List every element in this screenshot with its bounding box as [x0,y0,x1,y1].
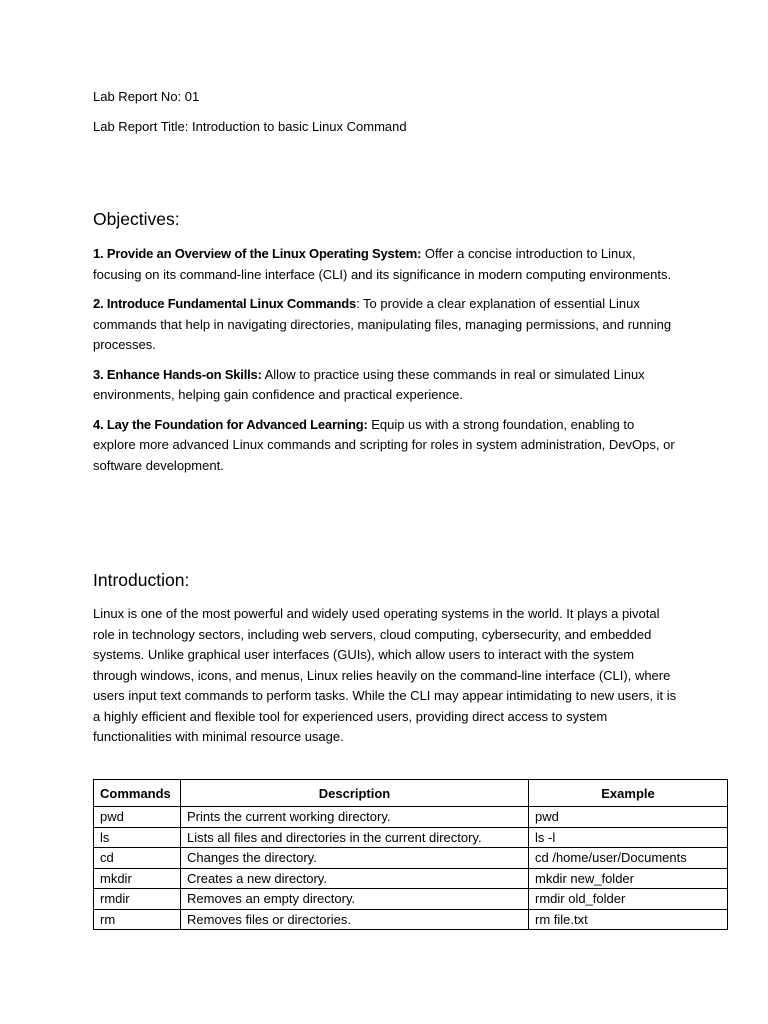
objective-text: Equip us with a strong foundation, enabling to explore more advanced Linux commands and scripting for roles in system administration, DevOps, or software development. [93,416,675,473]
header-description: Description [181,780,529,807]
objective-text: Allow to practice using these commands in real or simulated Linux environments, helping gain confidence and practical experience. [93,366,645,402]
cell-description: Changes the directory. [181,848,529,869]
cell-description: Prints the current working directory. [181,807,529,828]
cell-command: cd [94,848,181,869]
cell-description: Lists all files and directories in the current directory. [181,827,529,848]
header-example: Example [529,780,728,807]
objective-item [93,365,678,406]
table-row [94,868,728,889]
cell-command: rmdir [94,889,181,910]
cell-example: rm file.txt [529,909,728,930]
objectives-heading: Objectives: [93,209,180,229]
introduction-paragraph: Linux is one of the most powerful and widely used operating systems in the world. It plays a pivotal role in technology sectors, including web servers, cloud computing, cybersecurity, and embedded systems. Unlike graphical user interfaces (GUIs), which allow users to interact with the system through windows, icons, and menus, Linux relies heavily on the command-line interface (CLI), where users input text commands to perform tasks. While the CLI may appear intimidating to new users, it is a highly efficient and flexible tool for experienced users, providing direct access to system functionalities with minimal resource usage. [93,606,677,744]
cell-command: rm [94,909,181,930]
report-number: Lab Report No: 01 [93,89,200,104]
cell-description: Removes an empty directory. [181,889,529,910]
table-row [94,889,728,910]
table-row [94,909,728,930]
cell-description: Removes files or directories. [181,909,529,930]
cell-description: Creates a new directory. [181,868,529,889]
objective-lead: 1. Provide an Overview of the Linux Operating System: [93,246,422,261]
header-commands: Commands [94,780,181,807]
cell-example: pwd [529,807,728,828]
table-header-row [94,780,728,807]
objective-item [93,244,678,285]
report-title: Lab Report Title: Introduction to basic Linux Command [93,119,407,134]
objective-text: Offer a concise introduction to Linux, focusing on its command-line interface (CLI) and its significance in modern computing environments. [93,246,672,282]
introduction-heading: Introduction: [93,570,190,590]
objective-lead: 4. Lay the Foundation for Advanced Learning: [93,416,368,432]
cell-command: pwd [94,807,181,828]
table-row [94,807,728,828]
objective-lead: 3. Enhance Hands-on Skills: [93,366,262,382]
objective-lead: 2. Introduce Fundamental Linux Commands [93,296,357,311]
cell-example: rmdir old_folder [529,889,728,910]
objective-item [93,415,678,477]
cell-example: cd /home/user/Documents [529,848,728,869]
table-row [94,827,728,848]
cell-example: ls -l [529,827,728,848]
table-row [94,848,728,869]
objective-text: : To provide a clear explanation of essential Linux commands that help in navigating directories, manipulating files, managing permissions, and running processes. [93,296,672,352]
cell-command: mkdir [94,868,181,889]
cell-example: mkdir new_folder [529,868,728,889]
cell-command: ls [94,827,181,848]
objectives-list [93,244,678,485]
commands-table [93,779,728,930]
objective-item [93,294,678,356]
